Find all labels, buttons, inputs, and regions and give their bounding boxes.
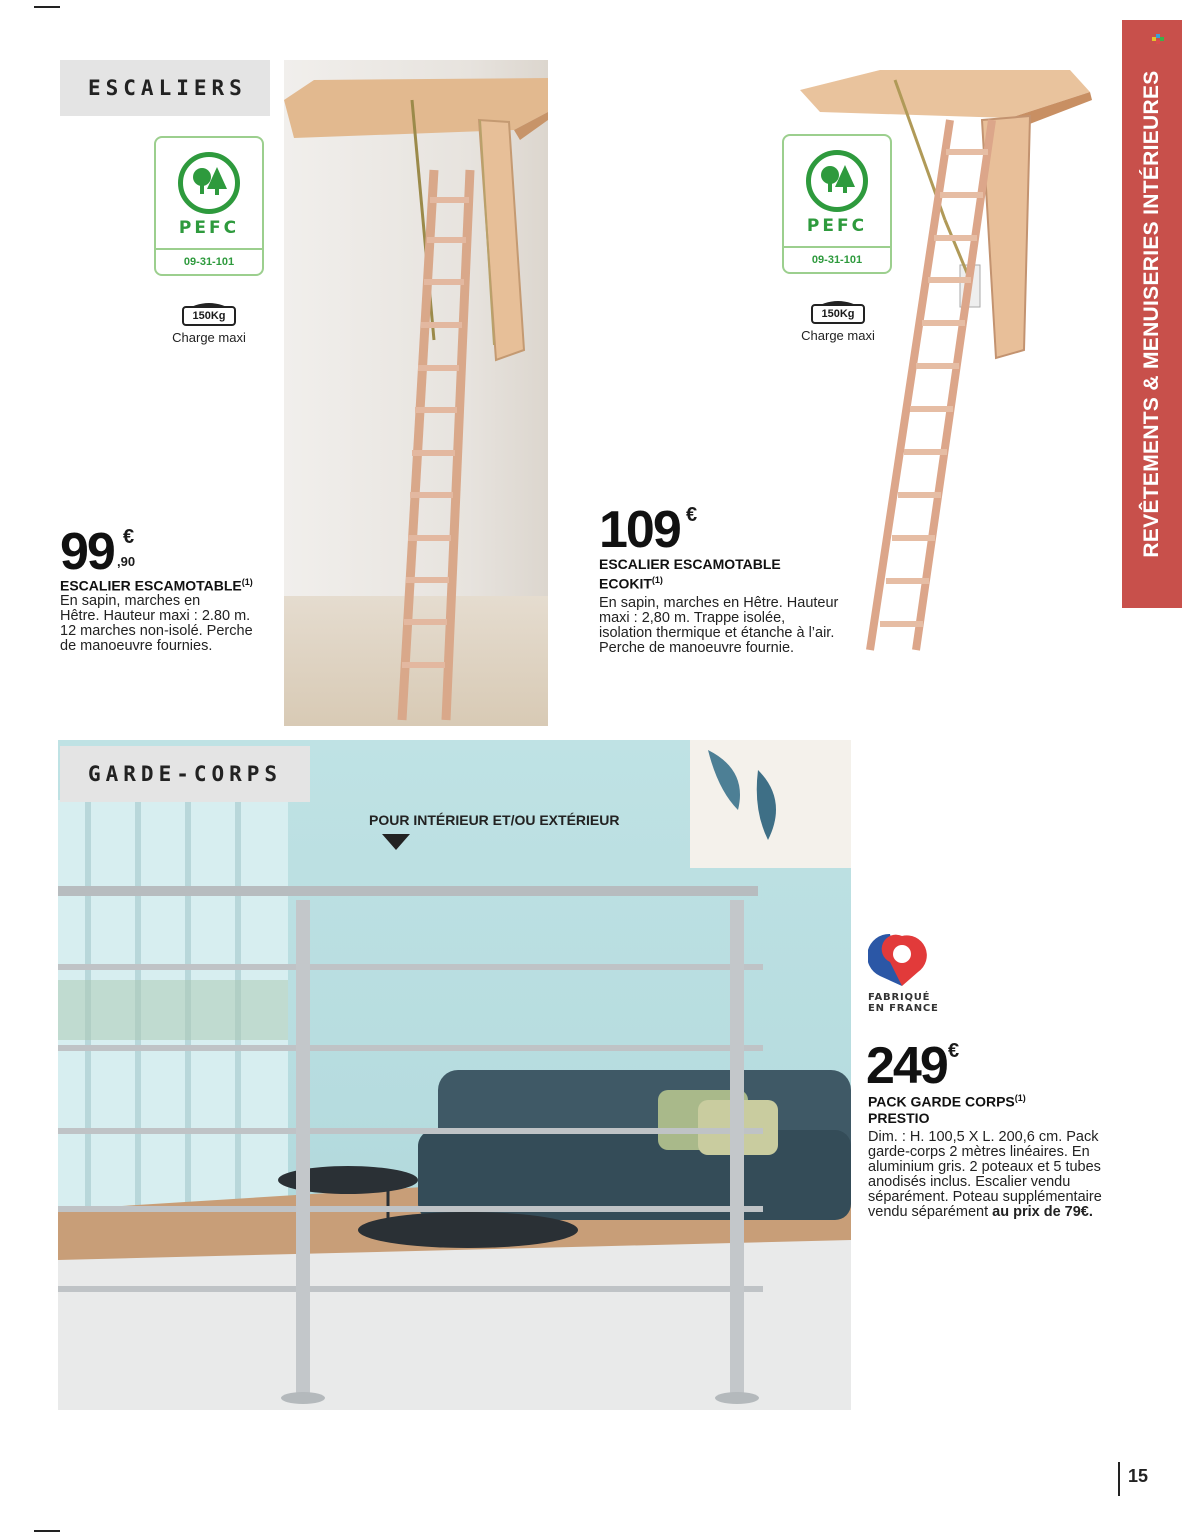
price-currency: € — [948, 1040, 960, 1062]
price-currency: € — [686, 504, 698, 526]
price-pack-garde-corps — [866, 1037, 960, 1095]
product-photo-railing-room — [58, 740, 851, 1410]
color-dots-icon — [1152, 34, 1166, 44]
desc-line: garde-corps 2 mètres linéaires. En — [868, 1144, 1090, 1160]
product-description — [868, 1130, 1128, 1220]
product-title — [868, 1090, 1026, 1126]
product-description — [60, 594, 280, 654]
price-cents: ,90 — [117, 554, 136, 569]
pefc-certification-logo — [782, 134, 892, 274]
desc-line: maxi : 2,80 m. Trappe isolée, — [599, 610, 786, 626]
product-title-sup: (1) — [651, 575, 663, 585]
product-title-sup: (1) — [241, 577, 253, 587]
desc-line: Dim. : H. 100,5 X L. 200,6 cm. Pack — [868, 1129, 1099, 1145]
product-title-line2: ECOKIT — [599, 575, 652, 592]
product-title — [599, 556, 781, 592]
desc-line: de manoeuvre fournies. — [60, 638, 213, 654]
section-header-railings: GARDE-CORPS — [60, 746, 310, 802]
desc-price-highlight: au prix de 79€. — [992, 1204, 1093, 1220]
pefc-code: 09-31-101 — [784, 246, 890, 272]
side-category-label: REVÊTEMENTS & MENUISERIES INTÉRIEURES — [1140, 70, 1163, 558]
price-escalier-ecokit — [599, 501, 698, 559]
product-title-text: ESCALIER ESCAMOTABLE — [60, 577, 242, 594]
max-load-value: 150Kg — [811, 304, 865, 324]
max-load-badge-icon — [176, 298, 242, 326]
desc-line: vendu séparément — [868, 1204, 993, 1220]
pefc-trees-icon — [806, 150, 868, 212]
price-integer: 109 — [599, 501, 680, 559]
max-load-caption: Charge maxi — [801, 328, 875, 343]
desc-line: isolation thermique et étanche à l’air. — [599, 625, 835, 641]
product-title-line2: PRESTIO — [868, 1109, 930, 1126]
pefc-code: 09-31-101 — [156, 248, 262, 274]
price-escalier-escamotable — [60, 523, 136, 581]
location-pin-france-icon — [868, 932, 932, 988]
desc-line: séparément. Poteau supplémentaire — [868, 1189, 1102, 1205]
desc-line: anodisés inclus. Escalier vendu — [868, 1174, 1071, 1190]
product-title-line1: PACK GARDE CORPS — [868, 1093, 1015, 1110]
desc-line: Hêtre. Hauteur maxi : 2.80 m. — [60, 608, 251, 624]
crop-mark-top — [34, 6, 60, 8]
crop-mark-bottom — [34, 1530, 60, 1532]
side-category-tab — [1122, 20, 1182, 608]
page-number: 15 — [1128, 1466, 1149, 1486]
pefc-name: PEFC — [178, 218, 240, 238]
attic-ladder-illustration — [284, 60, 548, 726]
product-title — [60, 574, 253, 594]
max-load-caption: Charge maxi — [172, 330, 246, 345]
desc-line: Perche de manoeuvre fournie. — [599, 640, 795, 656]
made-in-line1: FABRIQUÉ — [868, 992, 931, 1003]
pefc-certification-logo — [154, 136, 264, 276]
desc-line: En sapin, marches en — [60, 593, 201, 609]
price-integer: 99 — [60, 523, 114, 581]
desc-line: En sapin, marches en Hêtre. Hauteur — [599, 595, 839, 611]
railing-room-illustration — [58, 740, 851, 1410]
max-load-badge-icon — [805, 296, 871, 324]
product-description — [599, 596, 899, 656]
max-load-value: 150Kg — [182, 306, 236, 326]
price-integer: 249 — [866, 1037, 947, 1095]
product-title-sup: (1) — [1014, 1093, 1026, 1103]
product-title-line1: ESCALIER ESCAMOTABLE — [599, 556, 781, 572]
pefc-trees-icon — [178, 152, 240, 214]
section-header-stairs: ESCALIERS — [60, 60, 270, 116]
desc-line: 12 marches non-isolé. Perche — [60, 623, 253, 639]
arrow-down-icon — [382, 834, 410, 850]
usage-callout: POUR INTÉRIEUR ET/OU EXTÉRIEUR — [369, 812, 620, 828]
page-number-divider — [1118, 1462, 1120, 1496]
pefc-name: PEFC — [806, 216, 868, 236]
made-in-line2: EN FRANCE — [868, 1003, 939, 1014]
product-photo-attic-ladder — [284, 60, 548, 726]
price-currency: € — [123, 526, 135, 548]
made-in-france-label — [868, 992, 939, 1014]
desc-line: aluminium gris. 2 poteaux et 5 tubes — [868, 1159, 1101, 1175]
